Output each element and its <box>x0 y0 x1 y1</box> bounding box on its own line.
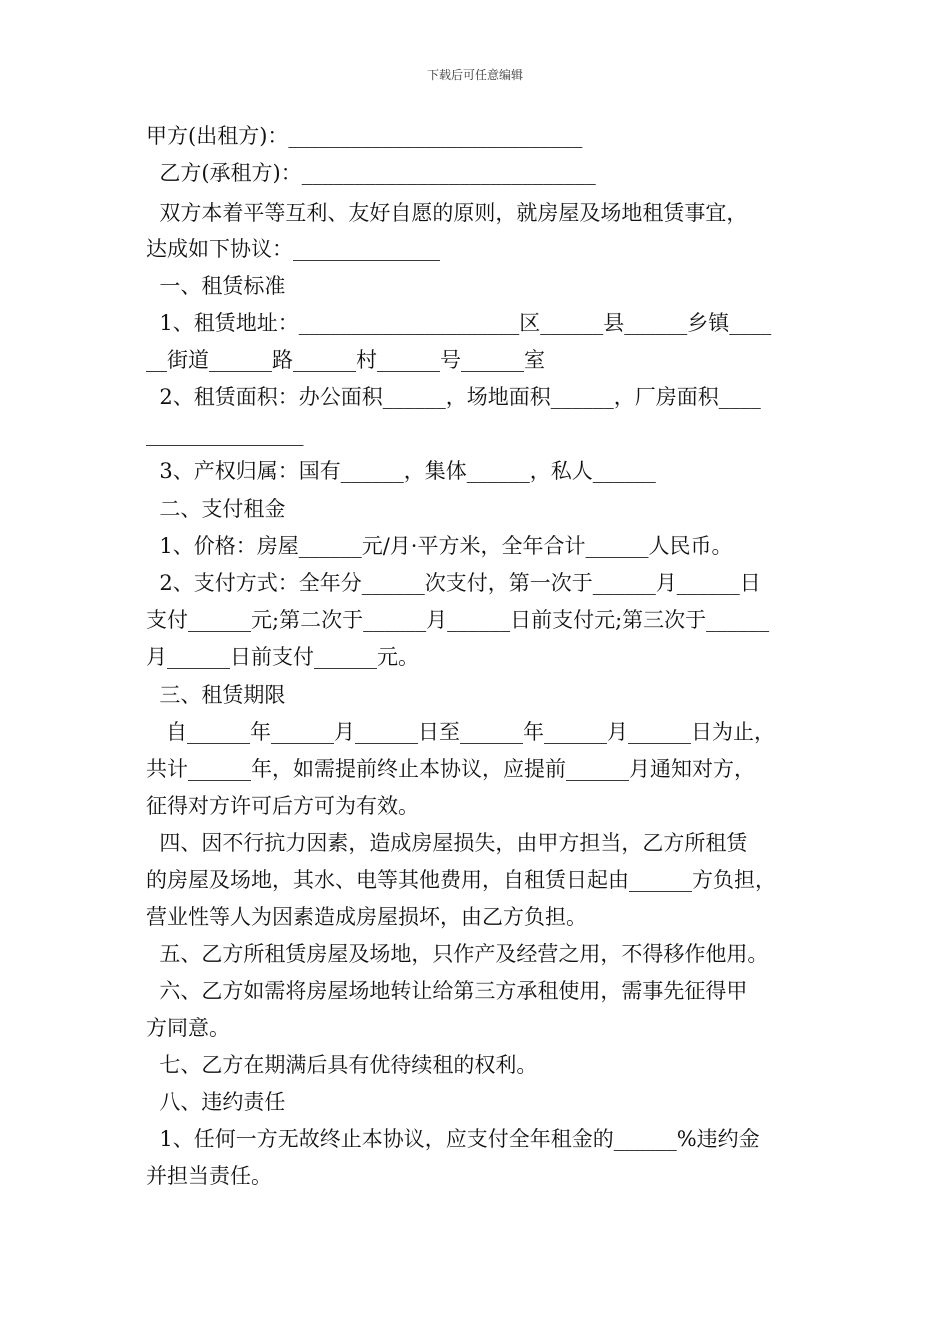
section-1-heading: 一、租赁标准 <box>146 274 286 298</box>
header-note: 下载后可任意编辑 <box>426 68 523 82</box>
clause-1-3: 3、产权归属：国有______，集体______，私人______ <box>146 459 656 483</box>
section-3-line-1: 自______年______月______日至______年______月______日为止， <box>146 720 776 744</box>
clause-1-1-line-2: __街道______路______村______号______室 <box>146 348 545 372</box>
section-4-line-1: 四、因不行抗力因素，造成房屋损失，由甲方担当，乙方所租赁 <box>146 831 748 855</box>
clause-8-1-line-2: 并担当责任。 <box>146 1164 272 1188</box>
section-6-line-2: 方同意。 <box>146 1016 230 1040</box>
clause-2-2-line-1: 2、支付方式：全年分______次支付，第一次于______月______日 <box>146 571 761 595</box>
section-2-heading: 二、支付租金 <box>146 497 286 521</box>
clause-8-1-line-1: 1、任何一方无故终止本协议，应支付全年租金的______%违约金 <box>146 1127 760 1151</box>
clause-2-2-line-3: 月______日前支付______元。 <box>146 645 419 669</box>
preamble-line-2: 达成如下协议：______________ <box>146 237 440 261</box>
clause-1-2-line-2: _______________ <box>146 422 304 446</box>
clause-1-1-line-1: 1、租赁地址：_____________________区______县______乡镇____ <box>146 311 772 335</box>
section-4-line-3: 营业性等人为因素造成房屋损坏，由乙方负担。 <box>146 905 587 929</box>
clause-1-2-line-1: 2、租赁面积：办公面积______，场地面积______，厂房面积____ <box>146 385 761 409</box>
party-a-line: 甲方(出租方)：____________________________ <box>146 124 583 148</box>
section-4-line-2: 的房屋及场地，其水、电等其他费用，自租赁日起由______方负担， <box>146 868 776 892</box>
preamble-line-1: 双方本着平等互利、友好自愿的原则，就房屋及场地租赁事宜， <box>146 201 748 225</box>
clause-2-2-line-2: 支付______元;第二次于______月______日前支付元;第三次于______ <box>146 608 770 632</box>
section-5: 五、乙方所租赁房屋及场地，只作产及经营之用，不得移作他用。 <box>146 942 769 966</box>
section-3-line-2: 共计______年，如需提前终止本协议，应提前______月通知对方， <box>146 757 755 781</box>
clause-2-1: 1、价格：房屋______元/月·平方米，全年合计______人民币。 <box>146 534 733 558</box>
section-6-line-1: 六、乙方如需将房屋场地转让给第三方承租使用，需事先征得甲 <box>146 979 748 1003</box>
section-3-heading: 三、租赁期限 <box>146 683 286 707</box>
section-7: 七、乙方在期满后具有优待续租的权利。 <box>146 1053 538 1077</box>
party-b-line: 乙方(承租方)：____________________________ <box>146 161 596 185</box>
section-8-heading: 八、违约责任 <box>146 1090 286 1114</box>
section-3-line-3: 征得对方许可后方可为有效。 <box>146 794 419 818</box>
